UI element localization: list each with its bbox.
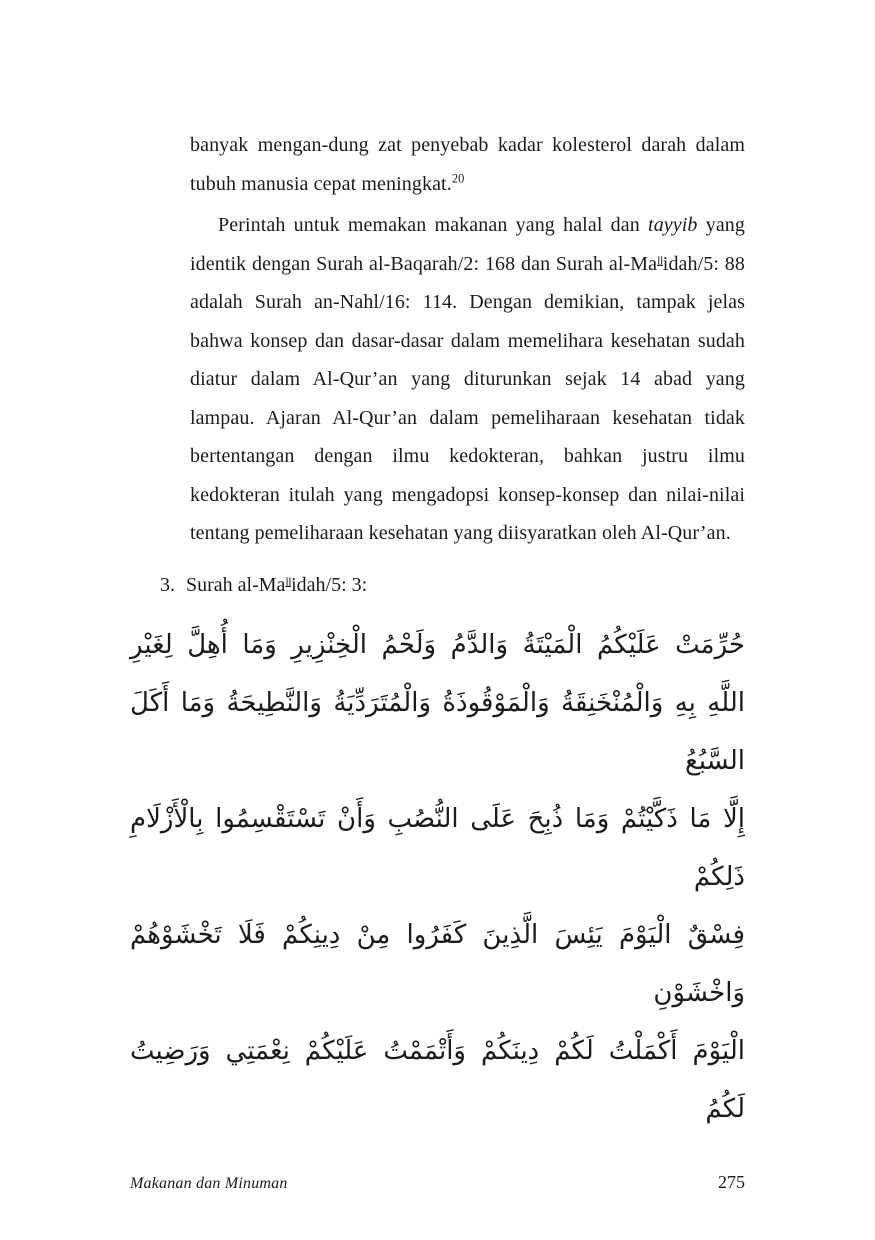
page-footer (130, 1172, 745, 1193)
body-text-block (190, 126, 745, 553)
text-segment: Perintah untuk memakan makanan yang halal dan (218, 214, 649, 236)
arabic-verse-line: الْيَوْمَ أَكْمَلْتُ لَكُمْ دِينَكُمْ وَأَتْمَمْتُ عَلَيْكُمْ نِعْمَتِي وَرَضِيتُ لَكُمُ (130, 1036, 745, 1124)
text-segment: ll (285, 574, 292, 589)
arabic-verse-line: حُرِّمَتْ عَلَيْكُمُ الْمَيْتَةُ وَالدَّمُ وَلَحْمُ الْخِنْزِيرِ وَمَا أُهِلَّ لِغَيْرِ (130, 630, 745, 660)
arabic-verse-line: فِسْقٌ الْيَوْمَ يَئِسَ الَّذِينَ كَفَرُوا مِنْ دِينِكُمْ فَلَا تَخْشَوْهُمْ وَاخْشَوْنِ (130, 920, 745, 1008)
text-segment: yang identik dengan Surah al-Baqarah/2: 168 dan Surah al-Ma (190, 214, 745, 275)
numbered-list-item (130, 566, 745, 605)
arabic-verse-line: إِلَّا مَا ذَكَّيْتُمْ وَمَا ذُبِحَ عَلَى النُّصُبِ وَأَنْ تَسْتَقْسِمُوا بِالْأَزْلَامِ ذَلِكُمْ (130, 804, 745, 892)
arabic-verse-line: اللَّهِ بِهِ وَالْمُنْخَنِقَةُ وَالْمَوْقُوذَةُ وَالْمُتَرَدِّيَةُ وَالنَّطِيحَةُ وَمَا أَكَلَ السَّبُعُ (130, 688, 745, 776)
quran-verse-block (130, 616, 745, 1138)
list-item-label (186, 566, 745, 605)
text-segment: banyak mengan-dung zat penyebab kadar kolesterol darah dalam tubuh manusia cepat meningkat. (190, 134, 745, 195)
text-segment: ll (657, 253, 663, 268)
text-segment: tayyib (648, 214, 698, 236)
page-number: 275 (718, 1172, 745, 1192)
paragraph-continuation (190, 126, 745, 203)
paragraph (190, 206, 745, 553)
footer-book-title: Makanan dan Minuman (130, 1175, 288, 1192)
text-segment: 20 (451, 170, 465, 185)
text-segment: Surah al-Ma (186, 573, 286, 596)
list-item-number: 3. (160, 573, 175, 596)
text-segment: idah/5: 88 adalah Surah an-Nahl/16: 114. Dengan demikian, tampak jelas bahwa konsep dan dasar-dasar dalam memelihara kesehatan sudah diatur dalam Al-Qur’an yang diturunkan sejak 14 abad yang lampau. Ajaran Al-Qur’an dalam pemeliharaan kesehatan tidak bertentangan dengan ilmu kedokteran, bahkan justru ilmu kedokteran itulah yang mengadopsi konsep-konsep dan nilai-nilai tentang pemeliharaan kesehatan yang diisyaratkan oleh Al-Qur’an. (190, 252, 746, 544)
text-segment: idah/5: 3: (291, 573, 368, 596)
